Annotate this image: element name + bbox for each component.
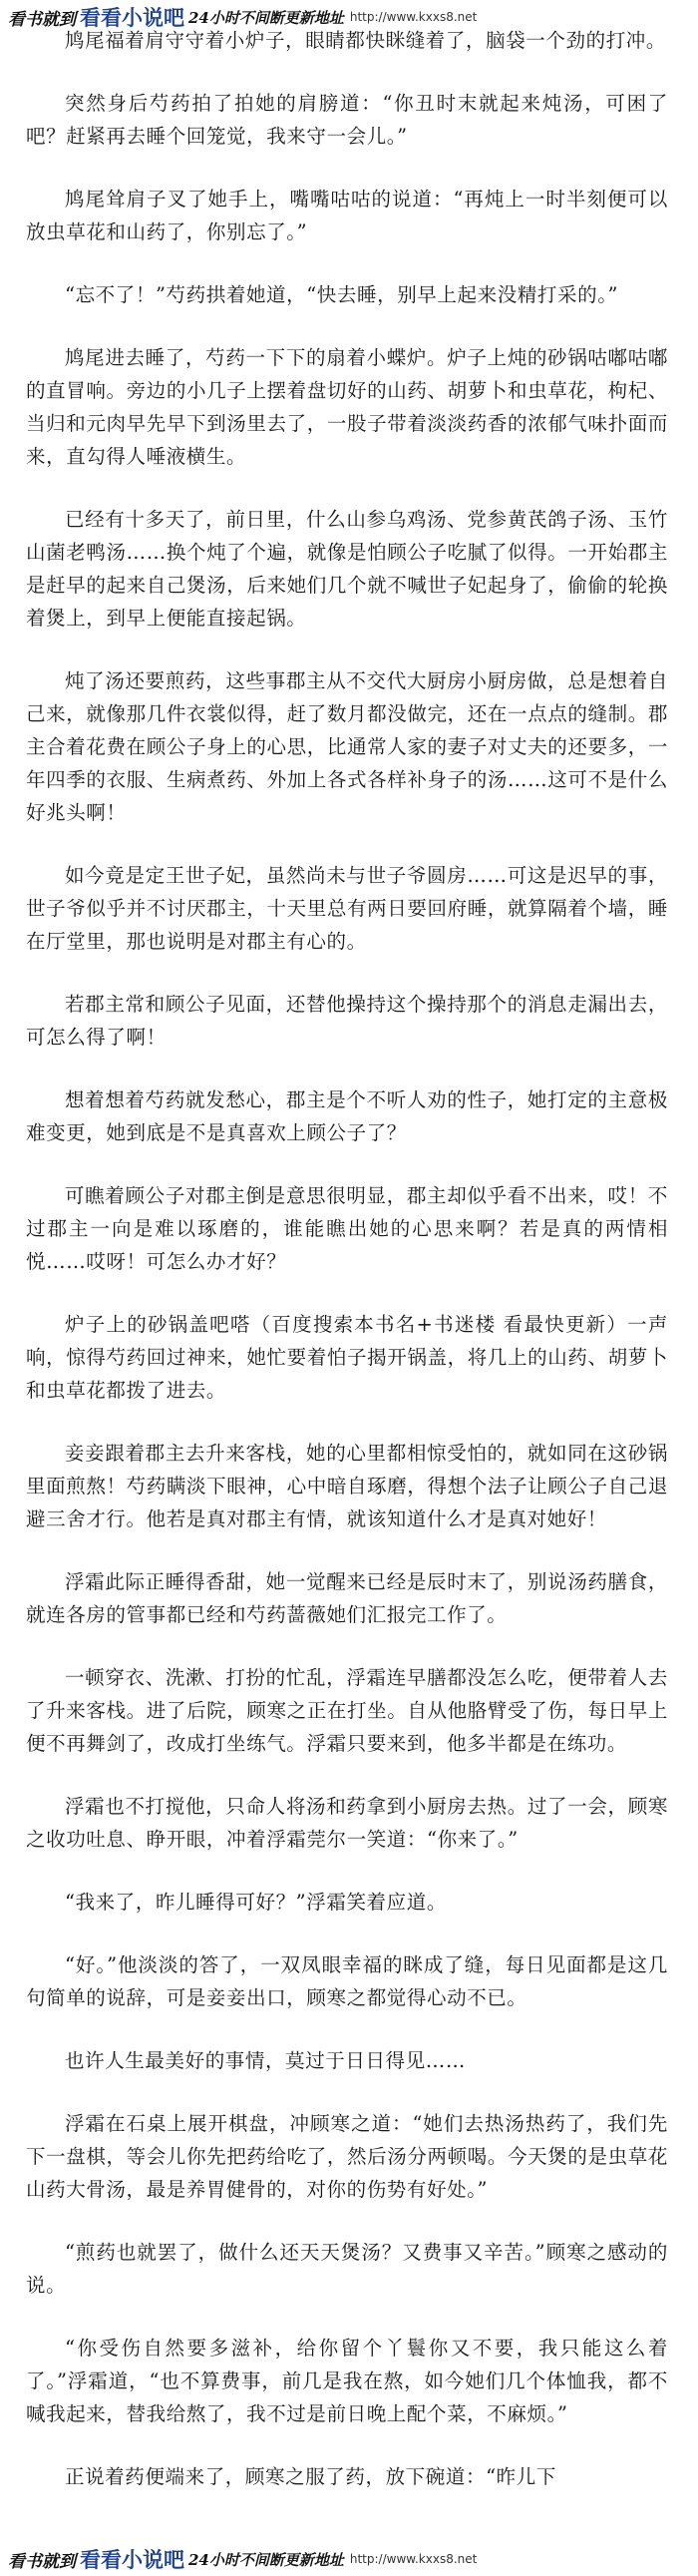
site-url-link[interactable]: http://www.kxxs8.net bbox=[349, 10, 478, 24]
paragraph: “我来了，昨儿睡得可好？”浮霜笑着应道。 bbox=[65, 1891, 447, 1914]
banner-prefix: 看书就到 bbox=[8, 2551, 76, 2572]
banner-tagline: 24小时不间断更新地址 bbox=[188, 8, 344, 27]
site-banner-footer bbox=[0, 2542, 698, 2576]
paragraph: 炉子上的砂锅盖吧嗒（百度搜索本书名+书迷楼 看最快更新）一声响，惊得芍药回过神来，她忙要着怕子揭开锅盖，将几上的山药、胡萝卜和虫草花都拨了进去。 bbox=[26, 1313, 668, 1402]
paragraph: 鸠尾福着肩守守着小炉子，眼睛都快眯缝着了，脑袋一个劲的打冲。 bbox=[65, 29, 667, 52]
paragraph: 想着想着芍药就发愁心，郡主是个不听人劝的性子，她打定的主意极难变更，她到底是不是真喜欢上顾公子了？ bbox=[26, 1088, 668, 1144]
paragraph: 已经有十多天了，前日里，什么山参乌鸡汤、党参黄芪鸽子汤、玉竹山菌老鸭汤……换个炖了个遍，就像是怕顾公子吃腻了似得。一开始郡主是赶早的起来自己煲汤，后来她们几个就不喊世子妃起身了，偷偷的轮换着煲上，到早上便能直接起锅。 bbox=[26, 508, 668, 630]
paragraph: 一顿穿衣、洗漱、打扮的忙乱，浮霜连早膳都没怎么吃，便带着人去了升来客栈。进了后院，顾寒之正在打坐。自从他胳臂受了伤，每日早上便不再舞剑了，改成打坐练气。浮霜只要来到，他多半都是在练功。 bbox=[26, 1666, 668, 1755]
paragraph: 浮霜此际正睡得香甜，她一觉醒来已经是辰时末了，别说汤药膳食，就连各房的管事都已经和芍药蔷薇她们汇报完工作了。 bbox=[26, 1570, 668, 1626]
paragraph: 如今竟是定王世子妃，虽然尚未与世子爷圆房……可这是迟早的事，世子爷似乎并不讨厌郡主，十天里总有两日要回府睡，就算隔着个墙，睡在厅堂里，那也说明是对郡主有心的。 bbox=[26, 864, 668, 953]
site-logo-text[interactable]: 看看小说吧 bbox=[80, 2548, 184, 2572]
paragraph: 可瞧着顾公子对郡主倒是意思很明显，郡主却似乎看不出来，哎！不过郡主一向是难以琢磨的，谁能瞧出她的心思来啊？若是真的两情相悦……哎呀！可怎么办才好？ bbox=[26, 1184, 668, 1273]
paragraph: 炖了汤还要煎药，这些事郡主从不交代大厨房小厨房做，总是想着自己来，就像那几件衣裳似得，赶了数月都没做完，还在一点点的缝制。郡主合着花费在顾公子身上的心思，比通常人家的妻子对丈夫的还要多，一年四季的衣服、生病煮药、外加上各式各样补身子的汤……这可不是什么好兆头啊！ bbox=[26, 669, 668, 824]
paragraph: “你受伤自然要多滋补，给你留个丫鬟你又不要，我只能这么着了。”浮霜道，“也不算费事，前几是我在熬，如今她们几个体恤我，都不喊我起来，替我给熬了，我不过是前日晚上配个菜，不麻烦。” bbox=[26, 2337, 668, 2425]
banner-prefix: 看书就到 bbox=[8, 9, 76, 30]
paragraph: 鸠尾耸肩子叉了她手上，嘴嘴咕咕的说道：“再炖上一时半刻便可以放虫草花和山药了，你别忘了。” bbox=[26, 188, 668, 243]
paragraph: “好。”他淡淡的答了，一双凤眼幸福的眯成了缝，每日见面都是这几句简单的说辞，可是妾妾出口，顾寒之都觉得心动不已。 bbox=[26, 1953, 668, 2009]
paragraph: 鸠尾进去睡了，芍药一下下的扇着小蝶炉。炉子上炖的砂锅咕嘟咕嘟的直冒响。旁边的小几子上摆着盘切好的山药、胡萝卜和虫草花，枸杞、当归和元肉早先早下到汤里去了，一股子带着淡淡药香的浓郁气味扑面而来，直勾得人唾液横生。 bbox=[26, 346, 668, 468]
paragraph: “煎药也就罢了，做什么还天天煲汤？又费事又辛苦。”顾寒之感动的说。 bbox=[26, 2241, 668, 2297]
site-url-link[interactable]: http://www.kxxs8.net bbox=[349, 2552, 478, 2566]
chapter-body bbox=[0, 24, 698, 2523]
paragraph: 若郡主常和顾公子见面，还替他操持这个操持那个的消息走漏出去，可怎么得了啊！ bbox=[26, 993, 668, 1049]
paragraph: 正说着药便端来了，顾寒之服了药，放下碗道：“昨儿下 bbox=[65, 2465, 556, 2488]
paragraph: 妾妾跟着郡主去升来客栈，她的心里都相惊受怕的，就如同在这砂锅里面煎熬！芍药瞒淡下眼神，心中暗自琢磨，得想个法子让顾公子自己退避三舍才行。他若是真对郡主有情，就该知道什么才是真对她好！ bbox=[26, 1442, 668, 1530]
paragraph: 突然身后芍药拍了拍她的肩膀道：“你丑时末就起来炖汤，可困了吧？赶紧再去睡个回笼觉，我来守一会儿。” bbox=[26, 92, 668, 148]
paragraph: 浮霜在石桌上展开棋盘，冲顾寒之道：“她们去热汤热药了，我们先下一盘棋，等会儿你先把药给吃了，然后汤分两顿喝。今天煲的是虫草花山药大骨汤，最是养胃健骨的，对你的伤势有好处。” bbox=[26, 2112, 668, 2201]
paragraph: 也许人生最美好的事情，莫过于日日得见…… bbox=[65, 2049, 467, 2072]
site-logo-text[interactable]: 看看小说吧 bbox=[80, 6, 184, 30]
banner-tagline: 24小时不间断更新地址 bbox=[188, 2550, 344, 2569]
paragraph: “忘不了！”芍药拱着她道，“快去睡，别早上起来没精打采的。” bbox=[65, 283, 619, 306]
paragraph: 浮霜也不打搅他，只命人将汤和药拿到小厨房去热。过了一会，顾寒之收功吐息、睁开眼，冲着浮霜莞尔一笑道：“你来了。” bbox=[26, 1795, 668, 1851]
